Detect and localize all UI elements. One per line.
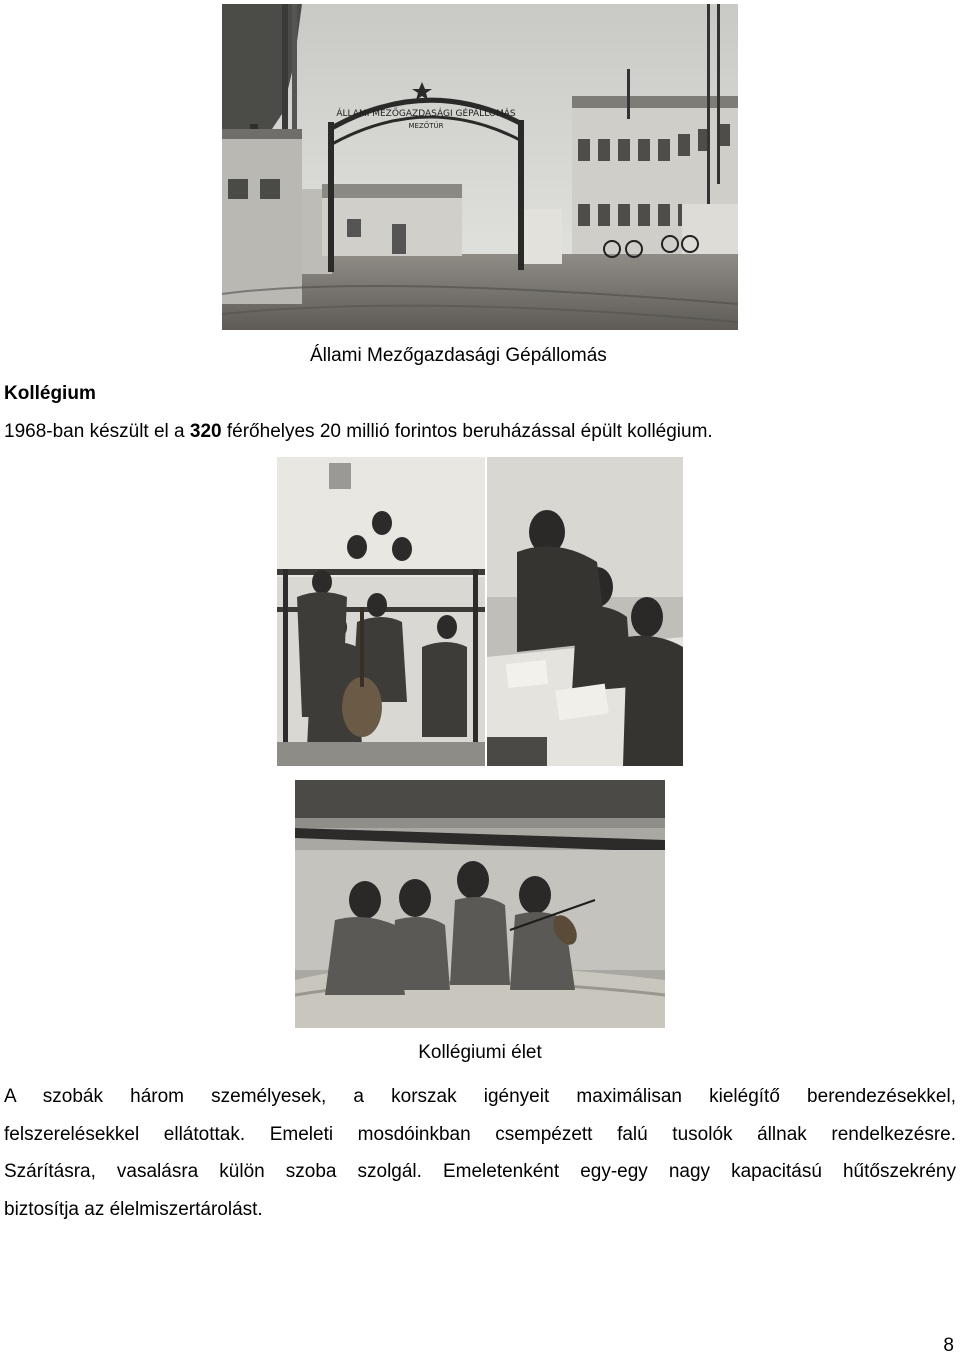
musicians-illustration xyxy=(277,457,485,766)
photo-gepallomas-gate xyxy=(222,4,738,330)
study-illustration xyxy=(487,457,683,766)
caption-gepallomas: Állami Mezőgazdasági Gépállomás xyxy=(310,345,607,366)
caption-kollegiumi-elet: Kollégiumi élet xyxy=(418,1042,542,1063)
body-line: A szobák három személyesek, a korszak igényeit maximálisan kielégítő berendezésekkel, xyxy=(4,1086,956,1107)
section-heading: Kollégium xyxy=(4,383,96,404)
body-line: Szárításra, vasalásra külön szoba szolgál. Emeletenként egy-egy nagy kapacitású hűtőszekrény xyxy=(4,1161,956,1182)
photo-room-musicians xyxy=(277,457,485,766)
intro-text-before: 1968-ban készült el a xyxy=(4,421,190,442)
bunk-illustration xyxy=(295,780,665,1028)
photo-students-studying xyxy=(487,457,683,766)
arch-sign-subtext: MEZŐTÚR xyxy=(408,122,444,130)
intro-capacity-number: 320 xyxy=(189,421,222,442)
arch-sign-text: ÁLLAMI MEZŐGAZDASÁGI GÉPÁLLOMÁS xyxy=(336,109,516,119)
photo-bunk-violinists xyxy=(295,780,665,1028)
body-line: felszerelésekkel ellátottak. Emeleti mosdóinkban csempézett falú tusolók állnak rendelkezésre. xyxy=(4,1123,956,1145)
intro-paragraph xyxy=(4,421,713,443)
body-paragraph xyxy=(4,1078,956,1228)
gepallomas-illustration xyxy=(222,4,738,330)
page-number: 8 xyxy=(943,1335,954,1356)
intro-text-after: férőhelyes 20 millió forintos beruházással épült kollégium. xyxy=(221,421,713,442)
body-line: biztosítja az élelmiszertárolást. xyxy=(4,1198,263,1220)
